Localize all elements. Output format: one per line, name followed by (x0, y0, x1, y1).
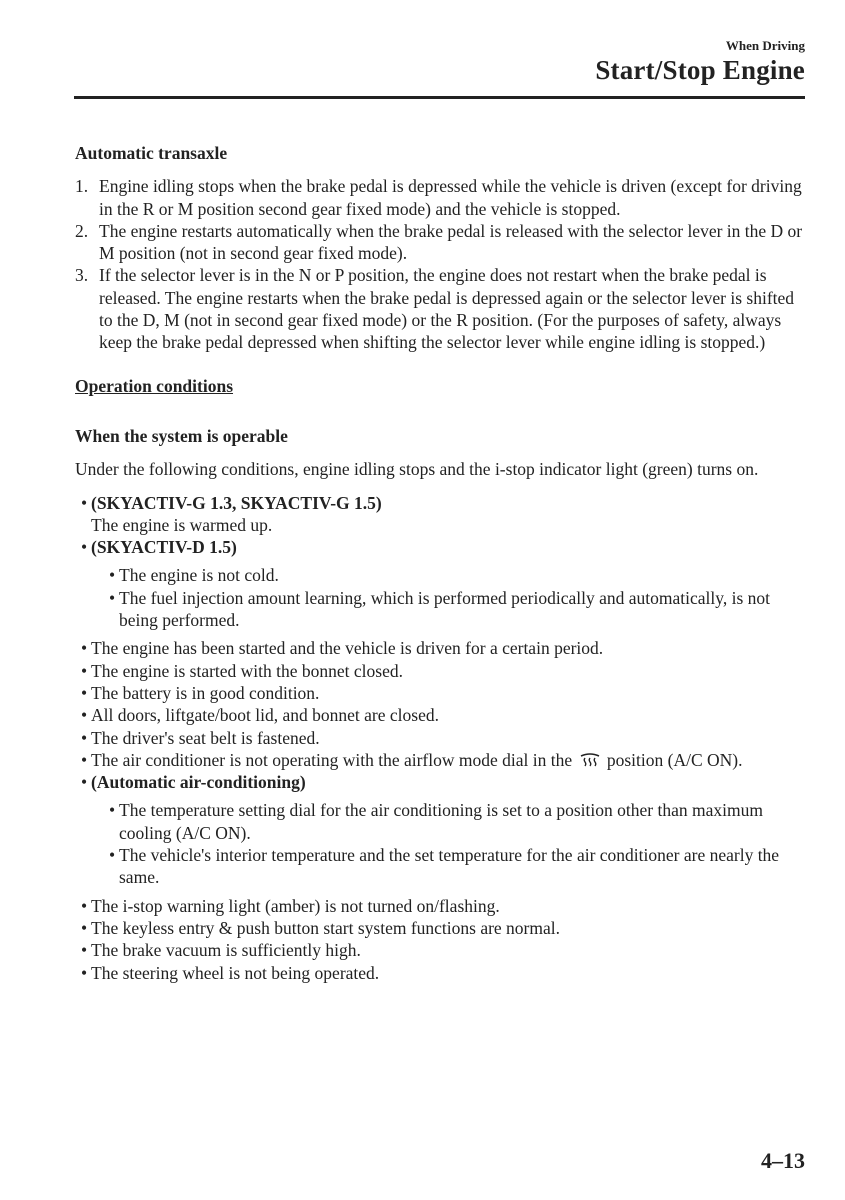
system-operable-heading: When the system is operable (75, 425, 288, 446)
list-item-text: The engine has been started and the vehicle is driven for a certain period. (91, 638, 604, 659)
transaxle-heading: Automatic transaxle (75, 143, 228, 163)
bullet-dot: • (81, 940, 88, 961)
page-number: 4–13 (761, 1148, 805, 1173)
bullet-dot: • (81, 660, 88, 681)
bullet-dot: • (109, 587, 116, 608)
list-item-text: The i-stop warning light (amber) is not turned on/flashing. (91, 895, 500, 916)
list-item (75, 749, 810, 771)
list-item-text: The fuel injection amount learning, which is performed periodically and automatically, is not being performed. (119, 587, 771, 631)
list-item-text: The driver's seat belt is fastened. (91, 727, 320, 748)
list-item-text: The engine is started with the bonnet closed. (91, 660, 404, 681)
step-item (75, 264, 810, 353)
list-item (75, 536, 810, 631)
list-item (75, 917, 810, 939)
list-item (75, 895, 810, 917)
list-item (75, 660, 810, 682)
header-divider (74, 96, 805, 99)
bullet-dot: • (81, 895, 88, 916)
step-item (75, 220, 810, 265)
list-item (103, 799, 810, 844)
list-item (75, 727, 810, 749)
bullet-dot: • (109, 845, 116, 866)
g-models-label: (SKYACTIV-G 1.3, SKYACTIV-G 1.5) (91, 492, 382, 513)
list-item-text: All doors, liftgate/boot lid, and bonnet are closed. (91, 705, 439, 726)
step-number: 1. (75, 176, 89, 197)
list-item-text: The battery is in good condition. (91, 682, 320, 703)
d-models-label: (SKYACTIV-D 1.5) (91, 537, 237, 558)
list-item-text: The temperature setting dial for the air conditioning is set to a position other than maximum cooling (A/C ON). (119, 800, 763, 843)
list-item (103, 587, 810, 632)
list-item (103, 564, 810, 586)
aircon-text-before: The air conditioner is not operating with the airflow mode dial in the (91, 749, 573, 770)
bullet-dot: • (81, 727, 88, 748)
bullet-dot: • (81, 682, 88, 703)
step-item (75, 175, 810, 220)
list-item (103, 844, 810, 889)
bullet-dot: • (109, 800, 116, 821)
operation-intro: Under the following conditions, engine idling stops and the i-stop indicator light (green) turns on. (75, 459, 759, 480)
bullet-dot: • (81, 705, 88, 726)
header-section-label: When Driving (725, 38, 805, 53)
list-item (75, 637, 810, 659)
main-content (75, 142, 810, 984)
transaxle-steps (75, 175, 810, 353)
auto-ac-label: (Automatic air-conditioning) (91, 772, 306, 793)
conditions-list (75, 492, 810, 984)
step-text: If the selector lever is in the N or P position, the engine does not restart when the brake pedal is released. The engine restarts when the brake pedal is depressed again or the selector lever is shifted to the D, M (not in second gear fixed mode) or the R position. (For the purposes of safety, always keep the brake pedal depressed when shifting the selector lever while engine idling is stopped.) (99, 265, 795, 353)
bullet-dot: • (109, 565, 116, 586)
list-item-text: The steering wheel is not being operated. (91, 962, 380, 983)
bullet-dot: • (81, 492, 88, 513)
step-text: The engine restarts automatically when the brake pedal is released with the selector lever in the D or M position (not in second gear fixed mode). (99, 220, 803, 264)
list-item (75, 771, 810, 888)
aircon-text-after: position (A/C ON). (606, 749, 743, 770)
step-number: 3. (75, 265, 89, 286)
windshield-defroster-icon (579, 752, 601, 768)
bullet-dot: • (81, 917, 88, 938)
operation-conditions-heading: Operation conditions (75, 375, 234, 396)
list-item-text: The keyless entry & push button start system functions are normal. (91, 917, 561, 938)
step-number: 2. (75, 220, 89, 241)
bullet-dot: • (81, 772, 88, 793)
list-item (75, 492, 810, 537)
bullet-dot: • (81, 749, 88, 770)
d-models-sublist (103, 564, 810, 631)
list-item-text: The brake vacuum is sufficiently high. (91, 940, 361, 961)
list-item (75, 682, 810, 704)
list-item-text: The engine is not cold. (119, 565, 279, 586)
bullet-dot: • (81, 537, 88, 558)
bullet-dot: • (81, 962, 88, 983)
auto-ac-sublist (103, 799, 810, 888)
bullet-dot: • (81, 638, 88, 659)
step-text: Engine idling stops when the brake pedal is depressed while the vehicle is driven (except for driving in the R or M position second gear fixed mode) and the vehicle is stopped. (99, 176, 802, 219)
list-item-text: The vehicle's interior temperature and the set temperature for the air conditioner are nearly the same. (119, 845, 780, 888)
g-models-text: The engine is warmed up. (91, 514, 273, 535)
list-item (75, 939, 810, 961)
list-item (75, 704, 810, 726)
list-item (75, 962, 810, 984)
page-title: Start/Stop Engine (595, 55, 805, 85)
